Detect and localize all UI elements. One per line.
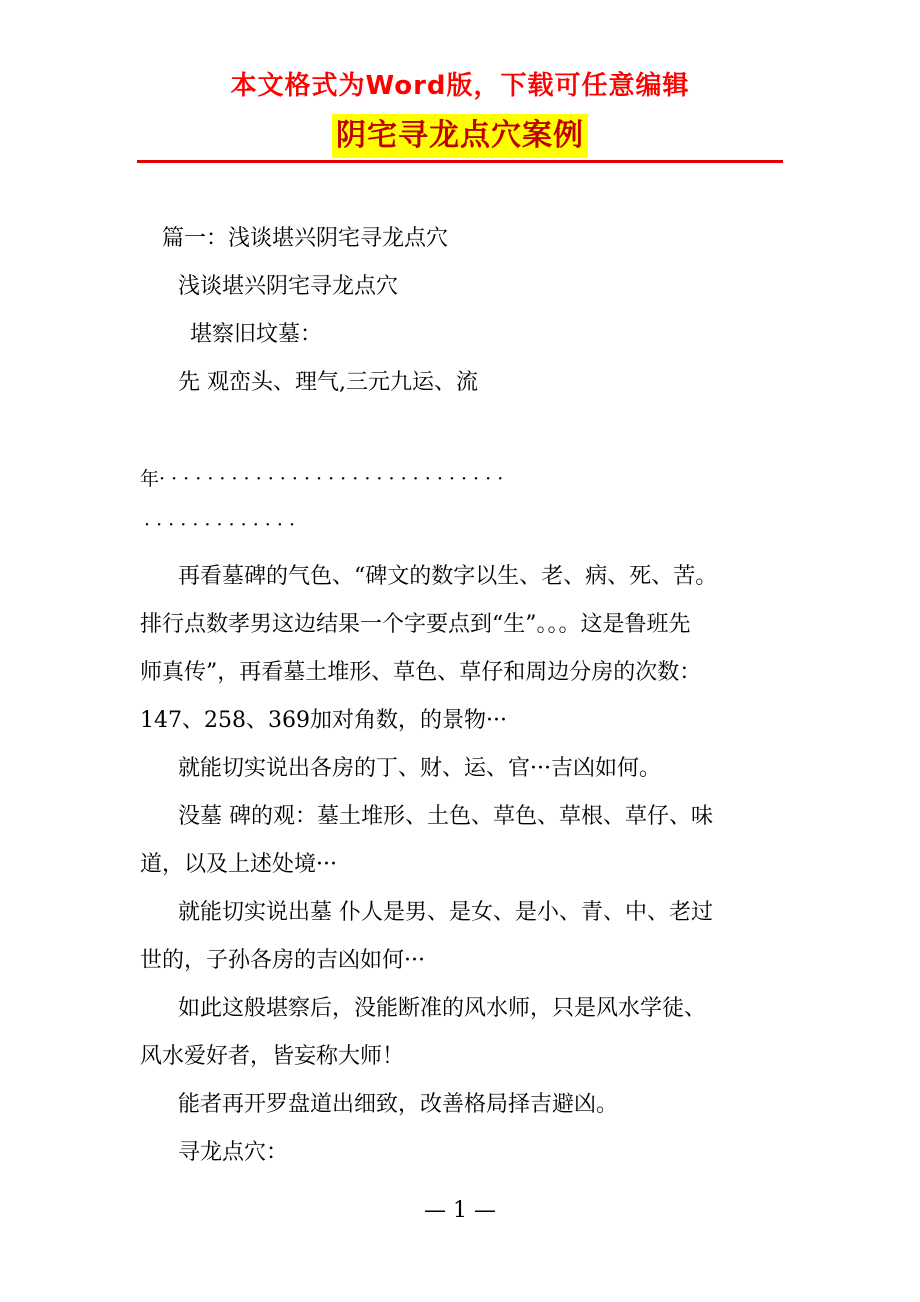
paragraph-line: 如此这般堪察后，没能断准的风水师，只是风水学徒、 (178, 996, 707, 1021)
paragraph-line: 能者再开罗盘道出细致，改善格局择吉避凶。 (178, 1092, 619, 1117)
paragraph-line: 寻龙点穴： (178, 1140, 289, 1165)
download-banner: 本文格式为Word版，下载可任意编辑 (230, 71, 690, 101)
paragraph-line: 师真传”，再看墓土堆形、草色、草仔和周边分房的次数： (140, 660, 702, 685)
paragraph-line: 堪察旧坟墓： (190, 322, 323, 347)
paragraph-line: 没墓 碑的观：墓土堆形、土色、草色、草根、草仔、味 (178, 804, 713, 829)
paragraph-line: 篇一：浅谈堪兴阴宅寻龙点穴 (162, 226, 449, 251)
paragraph-line: 再看墓碑的气色、“碑文的数字以生、老、病、死、苦。 (178, 564, 718, 589)
paragraph-line: 世的，子孙各房的吉凶如何··· (140, 948, 425, 973)
paragraph-line: 147、258、369加对角数，的景物··· (140, 708, 507, 733)
paragraph-line: 排行点数孝男这边结果一个字要点到“生”。。。这是鲁班先 (140, 612, 691, 637)
paragraph-line: 道，以及上述处境··· (140, 852, 337, 877)
title-container (0, 114, 920, 158)
paragraph-line: 就能切实说出墓 仆人是男、是女、是小、青、中、老过 (178, 900, 713, 925)
dotted-line: · · · · · · · · · · · · · (144, 514, 295, 536)
paragraph-line: 先 观峦头、理气,三元九运、流 (178, 370, 478, 395)
paragraph-line: 浅谈堪兴阴宅寻龙点穴 (178, 274, 399, 299)
title-divider (137, 160, 783, 163)
document-title: 阴宅寻龙点穴案例 (332, 114, 588, 158)
dotted-line: 年· · · · · · · · · · · · · · · · · · · · · · · · · · · · · (140, 468, 504, 490)
paragraph-line: 风水爱好者，皆妄称大师！ (140, 1044, 405, 1069)
paragraph-line: 就能切实说出各房的丁、财、运、官···吉凶如何。 (178, 756, 661, 781)
page-number: — 1 — (424, 1198, 496, 1223)
